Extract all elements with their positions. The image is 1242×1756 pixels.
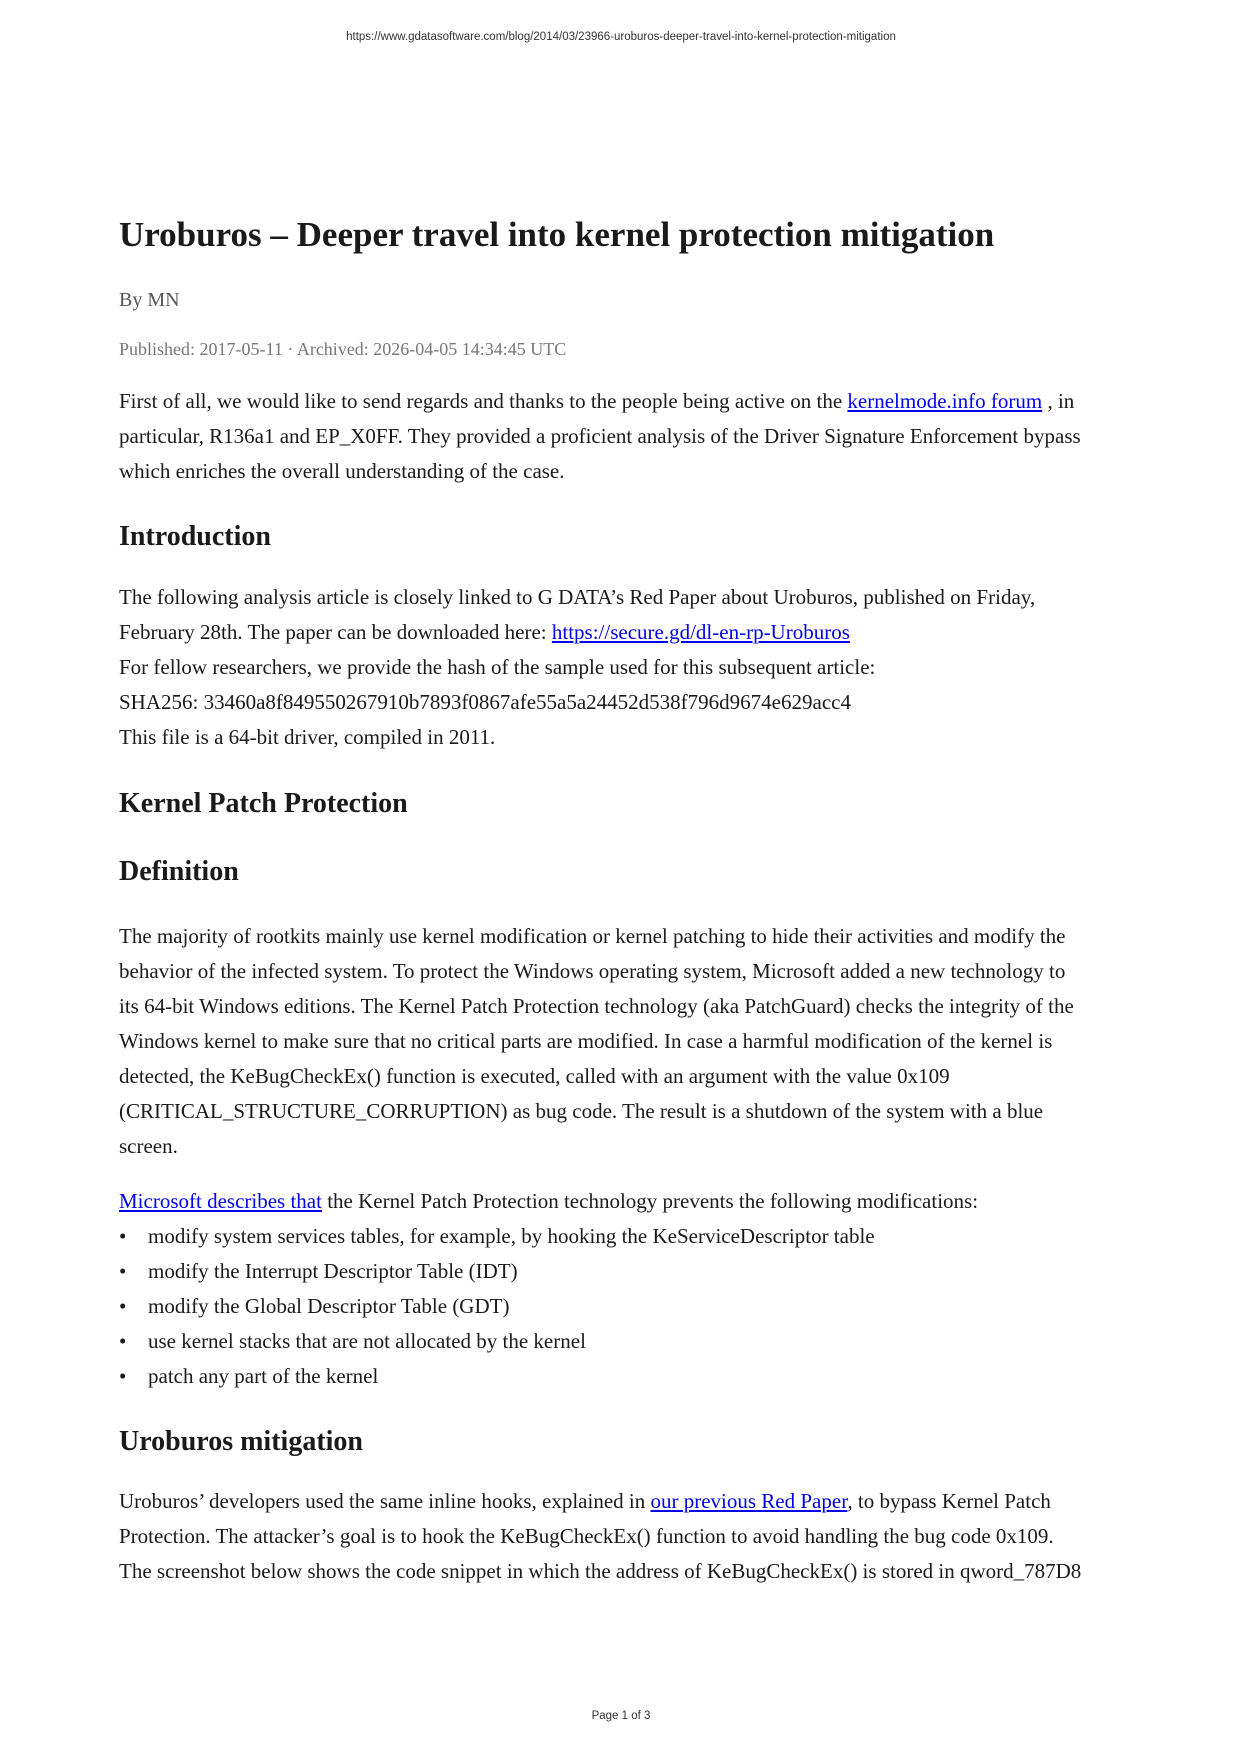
list-item: • modify the Global Descriptor Table (GDT) [119, 1289, 875, 1324]
intro-line-3: which enriches the overall understanding of the case. [119, 459, 565, 483]
microsoft-text: the Kernel Patch Protection technology prevents the following modifications: [321, 1189, 979, 1213]
heading-introduction: Introduction [119, 521, 271, 552]
intro-paragraph [119, 384, 1139, 489]
sha256-hash: SHA256: 33460a8f849550267910b7893f0867afe55a5a24452d538f796d9674e629acc4 [119, 690, 851, 714]
definition-line: (CRITICAL_STRUCTURE_CORRUPTION) as bug code. The result is a shutdown of the system with a blue [119, 1099, 1044, 1123]
definition-paragraph [119, 919, 1139, 1164]
source-url: https://www.gdatasoftware.com/blog/2014/03/23966-uroburos-deeper-travel-into-kernel-protection-mitigation [346, 31, 896, 43]
intro-text-cont: , in [1042, 389, 1075, 413]
introduction-line-3: For fellow researchers, we provide the hash of the sample used for this subsequent article: [119, 655, 876, 679]
kernelmode-forum-link[interactable]: kernelmode.info forum [847, 389, 1043, 413]
introduction-line-1: The following analysis article is closely linked to G DATA’s Red Paper about Uroburos, published on Friday, [119, 585, 1036, 609]
red-paper-download-link[interactable]: https://secure.gd/dl-en-rp-Uroburos [551, 620, 850, 644]
definition-line: behavior of the infected system. To protect the Windows operating system, Microsoft added a new technology to [119, 959, 1066, 983]
previous-red-paper-link[interactable]: our previous Red Paper [650, 1489, 848, 1513]
introduction-line-5: This file is a 64-bit driver, compiled in 2011. [119, 725, 496, 749]
heading-kernel-patch-protection: Kernel Patch Protection [119, 788, 408, 819]
list-item: • patch any part of the kernel [119, 1359, 875, 1394]
mitigation-text: Uroburos’ developers used the same inline hooks, explained in [119, 1489, 651, 1513]
list-item: • modify system services tables, for example, by hooking the KeServiceDescriptor table [119, 1219, 875, 1254]
intro-text: First of all, we would like to send regards and thanks to the people being active on the [119, 389, 848, 413]
heading-uroburos-mitigation: Uroburos mitigation [119, 1426, 363, 1457]
list-item: • modify the Interrupt Descriptor Table (IDT) [119, 1254, 875, 1289]
microsoft-describes-link[interactable]: Microsoft describes that [119, 1189, 322, 1213]
mitigation-line-3: The screenshot below shows the code snippet in which the address of KeBugCheckEx() is stored in qword_787D8 [119, 1559, 1082, 1583]
microsoft-paragraph [119, 1184, 1139, 1219]
page-number: Page 1 of 3 [591, 1710, 651, 1722]
mitigation-text-cont: , to bypass Kernel Patch [847, 1489, 1051, 1513]
intro-line-2: particular, R136a1 and EP_X0FF. They provided a proficient analysis of the Driver Signature Enforcement bypass [119, 424, 1081, 448]
definition-line: The majority of rootkits mainly use kernel modification or kernel patching to hide their activities and modify the [119, 924, 1066, 948]
publish-meta: Published: 2017-05-11 · Archived: 2026-04-05 14:34:45 UTC [119, 339, 567, 359]
heading-definition: Definition [119, 856, 239, 887]
mitigation-line-2: Protection. The attacker’s goal is to hook the KeBugCheckEx() function to avoid handling the bug code 0x109. [119, 1524, 1054, 1548]
definition-line: its 64-bit Windows editions. The Kernel Patch Protection technology (aka PatchGuard) checks the integrity of the [119, 994, 1074, 1018]
definition-line: detected, the KeBugCheckEx() function is executed, called with an argument with the value 0x109 [119, 1064, 950, 1088]
byline: By MN [119, 289, 180, 311]
modifications-list [119, 1219, 875, 1394]
list-item: • use kernel stacks that are not allocated by the kernel [119, 1324, 875, 1359]
page-title: Uroburos – Deeper travel into kernel protection mitigation [119, 215, 995, 254]
introduction-line-2: February 28th. The paper can be downloaded here: [119, 620, 552, 644]
definition-line: screen. [119, 1134, 178, 1158]
introduction-paragraph [119, 580, 1139, 755]
mitigation-paragraph [119, 1484, 1139, 1589]
definition-line: Windows kernel to make sure that no critical parts are modified. In case a harmful modification of the kernel is [119, 1029, 1053, 1053]
